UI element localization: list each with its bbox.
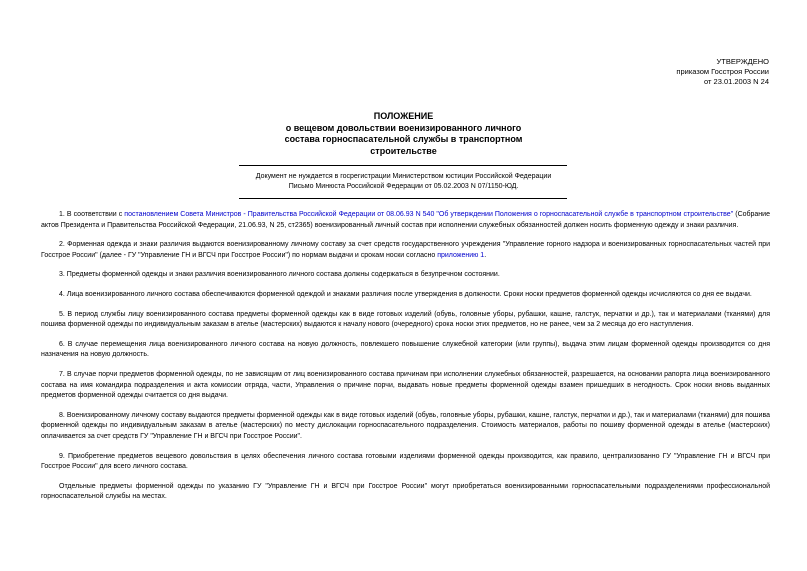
title-line: состава горноспасательной службы в транспортном	[284, 134, 523, 144]
paragraph-10: Отдельные предметы форменной одежды по указанию ГУ "Управление ГН и ВГСЧ при Госстрое России" могут приобретаться военизированными горноспасательными подразделениями профессиональной горноспасательной службы на местах.	[41, 482, 770, 501]
divider-top	[239, 165, 567, 166]
approved-by: приказом Госстроя России	[676, 67, 769, 76]
note-line: Документ не нуждается в госрегистрации Министерством юстиции Российской Федерации	[255, 173, 552, 180]
paragraph-4: 4. Лица военизированного личного состава обеспечиваются форменной одеждой и знаками различия после утверждения в должности. Сроки носки предметов форменной одежды исчисляются со дня ее выдачи.	[59, 290, 752, 298]
paragraph-5: 5. В период службы лицу военизированного состава предметы форменной одежды как в виде готовых изделий (обувь, головные уборы, рубашки, кашне, галстук, перчатки и др.), так и материалами (тканями) для пошива форменной одежды по индивидуальным заказам в ателье (мастерских) выдаются к началу нового (очередного) срока носки этих предметов, но не ранее, чем за 2 месяца до его наступления.	[41, 310, 770, 329]
paragraph-2	[41, 240, 770, 261]
paragraph-7: 7. В случае порчи предметов форменной одежды, по не зависящим от лиц военизированного состава причинам при исполнении служебных обязанностей, разрешается, на основании рапорта лица военизированного состава на имя командира подразделения и акта комиссии отряда, части, Управления о причине порчи, выдавать новые предметы форменной одежды взамен пришедших в негодность. Срок носки вновь выданных предметов форменной одежды считается со дня выдачи.	[41, 370, 770, 400]
note-line: Письмо Минюста Российской Федерации от 05.02.2003 N 07/1150-ЮД.	[288, 183, 519, 190]
decree-link[interactable]: постановлением Совета Министров - Правительства Российской Федерации от 08.06.93 N 540 "Об утверждении Положения о горноспасательной службе в транспортном строительстве"	[124, 211, 734, 218]
paragraph-8: 8. Военизированному личному составу выдаются предметы форменной одежды как в виде готовых изделий (обувь, головные уборы, рубашки, кашне, галстук, перчатки и др.), так и материалами (тканями) для пошива форменной одежды по индивидуальным заказам в ателье (мастерских) по месту дислокации горноспасательного подразделения. Стоимость материалов, работы по пошиву форменной одежды в ателье (мастерских) оплачивается за счет средств ГУ "Управление ГН и ВГСЧ при Госстрое России".	[41, 411, 770, 440]
paragraph-9: 9. Приобретение предметов вещевого довольствия в целях обеспечения личного состава готовыми изделиями форменной одежды производится, как правило, централизованно ГУ "Управление ГН и ВГСЧ при Госстрое России" для всего личного состава.	[41, 452, 770, 471]
title-line: ПОЛОЖЕНИЕ	[373, 111, 434, 121]
approval-stamp	[676, 57, 769, 87]
divider-bottom	[239, 198, 567, 199]
approved-date: от 23.01.2003 N 24	[704, 77, 769, 86]
paragraph-text: 1. В соответствии с	[59, 211, 125, 218]
document-body	[41, 210, 770, 503]
paragraph-text: 2. Форменная одежда и знаки различия выдаются военизированному личному составу за счет средств государственного учреждения "Управление горного надзора и военизированных горноспасательных частей при Госстрое России" (далее - ГУ "Управление ГН и ВГСЧ при Госстрое России") по нормам выдачи и срокам носки согласно	[41, 241, 770, 259]
registration-note	[0, 172, 807, 192]
paragraph-text: (Собрание актов Президента и Правительства Российской Федерации, 21.06.93, N 25, ст2365) военизированный личный состав при исполнении служебных обязанностей должен носить форменную одежду и знаки различия.	[41, 211, 770, 229]
document-title	[0, 111, 807, 157]
paragraph-1	[41, 210, 770, 231]
title-line: строительстве	[370, 145, 437, 156]
paragraph-6: 6. В случае перемещения лица военизированного личного состава на новую должность, повлекшего повышение служебной категории (или группы), выдача этим лицам форменной одежды производится со дня назначения на новую должность.	[41, 340, 770, 359]
paragraph-3: 3. Предметы форменной одежды и знаки различия военизированного личного состава должны содержаться в безупречном состоянии.	[59, 271, 500, 279]
title-line: о вещевом довольствии военизированного личного	[285, 122, 522, 133]
paragraph-text: .	[484, 251, 487, 259]
approved-label: УТВЕРЖДЕНО	[716, 57, 769, 66]
appendix-link[interactable]: приложению 1	[437, 251, 485, 259]
